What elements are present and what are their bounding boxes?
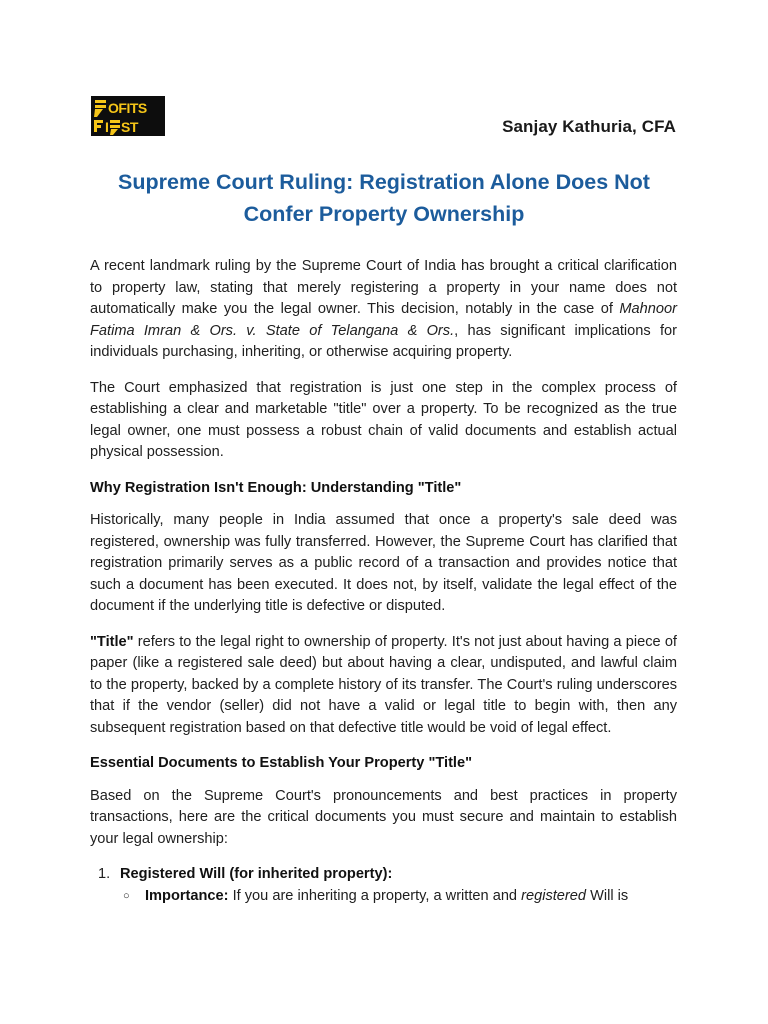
list-item-number: 1. (98, 866, 111, 882)
paragraph-intro-text-b: , has significant implications for individuals purchasing, inheriting, or otherwise acquiring property. (90, 322, 677, 360)
section-heading-essential-documents: Essential Documents to Establish Your Property "Title" (90, 755, 473, 771)
case-citation: Mahnoor Fatima Imran & Ors. v. State of Telangana & Ors. (90, 301, 677, 339)
svg-text:ST: ST (121, 119, 138, 135)
paragraph-registration: The Court emphasized that registration is just one step in the complex process of establishing a clear and marketable "title" over a property. To be recognized as the true legal owner, one must possess a robust chain of valid documents and establish actual physical possession. (90, 379, 677, 460)
article-title: Supreme Court Ruling: Registration Alone Does Not Confer Property Ownership (118, 170, 650, 226)
sub-item-label: Importance: (145, 887, 229, 904)
paragraph-intro (90, 256, 677, 364)
paragraph-title-definition (90, 632, 677, 740)
documents-list (90, 864, 677, 907)
title-term: "Title" (90, 633, 134, 650)
title-definition-text: refers to the legal right to ownership of property. It's not just about having a piece of paper (like a registered sale deed) but about having a clear, undisputed, and lawful claim to the property, backed by a complete history of its transfer. The Court's ruling underscores that if the vendor (seller) did not have a valid or legal title to begin with, then any subsequent registration based on that defective title would be void of legal effect. (90, 633, 677, 736)
sub-list-item (90, 886, 677, 908)
sub-item-emphasis: registered (521, 887, 587, 904)
profits-first-logo (91, 96, 165, 136)
svg-text:OFITS: OFITS (108, 100, 147, 116)
paragraph-intro-text-a: A recent landmark ruling by the Supreme Court of India has brought a critical clarification to property law, stating that merely registering a property in your name does not automatically make you the legal owner. This decision, notably in the case of (90, 258, 677, 317)
sub-item-text-a: If you are inheriting a property, a written and (228, 887, 522, 904)
list-item-label: Registered Will (for inherited property): (120, 866, 393, 882)
author-name: Sanjay Kathuria, CFA (502, 117, 676, 136)
article-body (90, 256, 677, 907)
section-heading-why-registration: Why Registration Isn't Enough: Understanding "Title" (90, 479, 462, 496)
hollow-bullet-icon: ○ (123, 889, 130, 902)
paragraph-historically: Historically, many people in India assumed that once a property's sale deed was registered, ownership was fully transferred. However, the Supreme Court has clarified that registration primarily serves as a public record of a transaction and provides notice that such a document has been executed. It does not, by itself, validate the legal effect of the document if the underlying title is defective or disputed. (90, 512, 677, 614)
svg-text:I: I (105, 119, 109, 135)
paragraph-documents-intro: Based on the Supreme Court's pronouncements and best practices in property transactions, here are the critical documents you must secure and maintain to establish your legal ownership: (90, 787, 677, 847)
sub-item-text-b: Will is (586, 887, 629, 904)
list-item (90, 864, 677, 886)
logo-graphic (91, 96, 165, 136)
